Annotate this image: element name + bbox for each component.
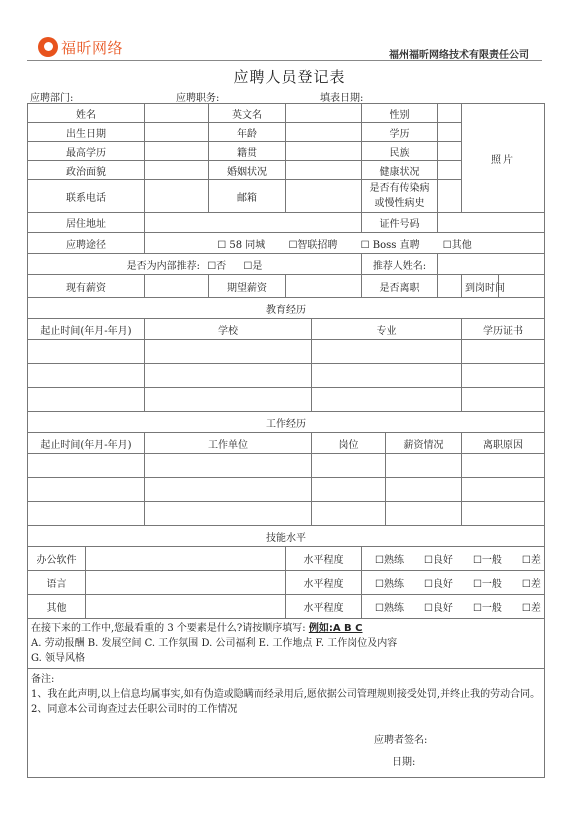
edu-cell[interactable] (28, 364, 145, 388)
resigned-field[interactable] (438, 275, 462, 298)
native-field[interactable] (286, 142, 362, 161)
id-field[interactable] (438, 213, 545, 233)
edu-cell[interactable] (145, 388, 312, 412)
edu-col-certificate: 学历证书 (462, 319, 545, 340)
channel-options (145, 233, 545, 254)
skill-level-label: 水平程度 (286, 595, 362, 619)
photo-box[interactable]: 照片 (462, 104, 545, 213)
name-field[interactable] (145, 104, 209, 123)
referral-yes-checkbox[interactable]: ☐是 (243, 260, 263, 272)
edu-cell[interactable] (312, 388, 462, 412)
current-salary-field[interactable] (145, 275, 209, 298)
birth-label: 出生日期 (28, 123, 145, 142)
health-label: 健康状况 (362, 161, 438, 180)
level-proficient-checkbox[interactable]: ☐熟练 (375, 579, 404, 590)
work-col-employer: 工作单位 (145, 433, 312, 454)
political-label: 政治面貌 (28, 161, 145, 180)
work-cell[interactable] (312, 454, 386, 478)
logo-icon (38, 37, 58, 57)
ethnic-label: 民族 (362, 142, 438, 161)
skill-level-label: 水平程度 (286, 547, 362, 571)
skill-other-levels (362, 595, 545, 619)
work-cell[interactable] (386, 502, 462, 526)
political-field[interactable] (145, 161, 209, 180)
channel-58-checkbox[interactable]: ☐ 58 同城 (217, 239, 266, 251)
signature-date-label[interactable]: 日期: (392, 757, 416, 768)
edu-cell[interactable] (462, 364, 545, 388)
gender-field[interactable] (438, 104, 462, 123)
work-cell[interactable] (312, 478, 386, 502)
notes-consent: 2、同意本公司询查过去任职公司时的工作情况 (31, 704, 238, 715)
edu-cell[interactable] (145, 364, 312, 388)
referrer-label: 推荐人姓名: (362, 254, 438, 275)
skill-language-label: 语言 (28, 571, 86, 595)
arrival-label: 到岗时间 (462, 275, 499, 298)
company-name: 福州福昕网络技术有限责任公司 (389, 50, 529, 61)
skills-section-title: 技能水平 (28, 526, 545, 547)
age-label: 年龄 (209, 123, 286, 142)
edu-cell[interactable] (145, 340, 312, 364)
level-poor-checkbox[interactable]: ☐差 (521, 603, 541, 614)
id-label: 证件号码 (362, 213, 438, 233)
work-cell[interactable] (145, 502, 312, 526)
edu-cell[interactable] (462, 388, 545, 412)
disease-field[interactable] (438, 180, 462, 213)
age-field[interactable] (286, 123, 362, 142)
edu-cell[interactable] (462, 340, 545, 364)
edu-col-major: 专业 (312, 319, 462, 340)
native-label: 籍贯 (209, 142, 286, 161)
ethnic-field[interactable] (438, 142, 462, 161)
work-cell[interactable] (386, 478, 462, 502)
signature-label[interactable]: 应聘者签名: (374, 735, 428, 746)
work-cell[interactable] (386, 454, 462, 478)
work-cell[interactable] (462, 502, 545, 526)
education-section-title: 教育经历 (28, 298, 545, 319)
page-header (0, 0, 579, 62)
priorities-example: 例如:A B C (308, 623, 363, 634)
highest-edu-field[interactable] (145, 142, 209, 161)
level-fair-checkbox[interactable]: ☐一般 (472, 579, 502, 590)
level-good-checkbox[interactable]: ☐良好 (423, 579, 453, 590)
level-poor-checkbox[interactable]: ☐差 (521, 579, 541, 590)
address-field[interactable] (145, 213, 362, 233)
level-proficient-checkbox[interactable]: ☐熟练 (375, 555, 404, 566)
work-cell[interactable] (28, 502, 145, 526)
priorities-cell[interactable] (28, 619, 545, 669)
notes-declaration: 1、我在此声明,以上信息均属事实,如有伪造或隐瞒而经录用后,愿依据公司管理规则接受处罚,并终止我的劳动合同。 (31, 689, 541, 700)
marital-label: 婚姻状况 (209, 161, 286, 180)
skill-other-field[interactable] (86, 595, 286, 619)
level-good-checkbox[interactable]: ☐良好 (423, 603, 453, 614)
work-cell[interactable] (28, 478, 145, 502)
resigned-label: 是否离职 (362, 275, 438, 298)
education-field[interactable] (438, 123, 462, 142)
skill-other-label: 其他 (28, 595, 86, 619)
level-fair-checkbox[interactable]: ☐一般 (472, 555, 502, 566)
phone-field[interactable] (145, 180, 209, 213)
skill-office-field[interactable] (86, 547, 286, 571)
marital-field[interactable] (286, 161, 362, 180)
work-col-post: 岗位 (312, 433, 386, 454)
skill-office-levels (362, 547, 545, 571)
work-section-title: 工作经历 (28, 412, 545, 433)
registration-form (27, 103, 545, 778)
referral-row (28, 254, 362, 275)
internal-referral-label: 是否为内部推荐: (126, 260, 201, 272)
referrer-field[interactable] (438, 254, 545, 275)
highest-edu-label: 最高学历 (28, 142, 145, 161)
work-col-reason: 离职原因 (462, 433, 545, 454)
edu-cell[interactable] (312, 364, 462, 388)
channel-other-checkbox[interactable]: ☐其他 (442, 239, 472, 251)
logo-text: 福昕网络 (61, 38, 124, 57)
edu-cell[interactable] (28, 340, 145, 364)
level-fair-checkbox[interactable]: ☐一般 (472, 603, 502, 614)
position-label: 应聘职务: (176, 93, 220, 104)
level-proficient-checkbox[interactable]: ☐熟练 (375, 603, 404, 614)
english-name-field[interactable] (286, 104, 362, 123)
notes-cell (28, 669, 545, 778)
work-cell[interactable] (145, 454, 312, 478)
work-col-salary: 薪资情况 (386, 433, 462, 454)
priorities-question: 在接下来的工作中,您最看重的 3 个要素是什么?请按顺序填写: (31, 623, 306, 634)
level-good-checkbox[interactable]: ☐良好 (423, 555, 453, 566)
english-name-label: 英文名 (209, 104, 286, 123)
work-cell[interactable] (312, 502, 386, 526)
channel-label: 应聘途径 (28, 233, 145, 254)
expected-salary-field[interactable] (286, 275, 362, 298)
address-label: 居住地址 (28, 213, 145, 233)
company-logo (38, 36, 123, 58)
skill-language-field[interactable] (86, 571, 286, 595)
name-label: 姓名 (28, 104, 145, 123)
expected-salary-label: 期望薪资 (209, 275, 286, 298)
birth-field[interactable] (145, 123, 209, 142)
edu-col-school: 学校 (145, 319, 312, 340)
notes-title: 备注: (31, 674, 55, 685)
email-field[interactable] (286, 180, 362, 213)
referral-no-checkbox[interactable]: ☐否 (207, 260, 227, 272)
level-poor-checkbox[interactable]: ☐差 (521, 555, 541, 566)
skill-office-label: 办公软件 (28, 547, 86, 571)
phone-label: 联系电话 (28, 180, 145, 213)
dept-label: 应聘部门: (30, 93, 74, 104)
gender-label: 性别 (362, 104, 438, 123)
education-label: 学历 (362, 123, 438, 142)
disease-label: 是否有传染病或慢性病史 (362, 180, 438, 213)
skill-level-label: 水平程度 (286, 571, 362, 595)
edu-cell[interactable] (28, 388, 145, 412)
form-title: 应聘人员登记表 (233, 68, 346, 86)
channel-boss-checkbox[interactable]: ☐ Boss 直聘 (360, 239, 420, 251)
skill-language-levels (362, 571, 545, 595)
work-cell[interactable] (145, 478, 312, 502)
health-field[interactable] (438, 161, 462, 180)
channel-zhilian-checkbox[interactable]: ☐智联招聘 (288, 239, 338, 251)
edu-cell[interactable] (312, 340, 462, 364)
email-label: 邮箱 (209, 180, 286, 213)
edu-col-period: 起止时间(年月-年月) (28, 319, 145, 340)
current-salary-label: 现有薪资 (28, 275, 145, 298)
arrival-field[interactable] (499, 275, 545, 298)
priorities-options-1: A. 劳动报酬 B. 发展空间 C. 工作氛围 D. 公司福利 E. 工作地点 F. 工作岗位及内容 (31, 638, 398, 649)
work-col-period: 起止时间(年月-年月) (28, 433, 145, 454)
header-divider (27, 60, 542, 61)
priorities-options-2: G. 领导风格 (31, 653, 85, 664)
work-cell[interactable] (462, 454, 545, 478)
work-cell[interactable] (28, 454, 145, 478)
fill-date-label: 填表日期: (320, 93, 364, 104)
work-cell[interactable] (462, 478, 545, 502)
